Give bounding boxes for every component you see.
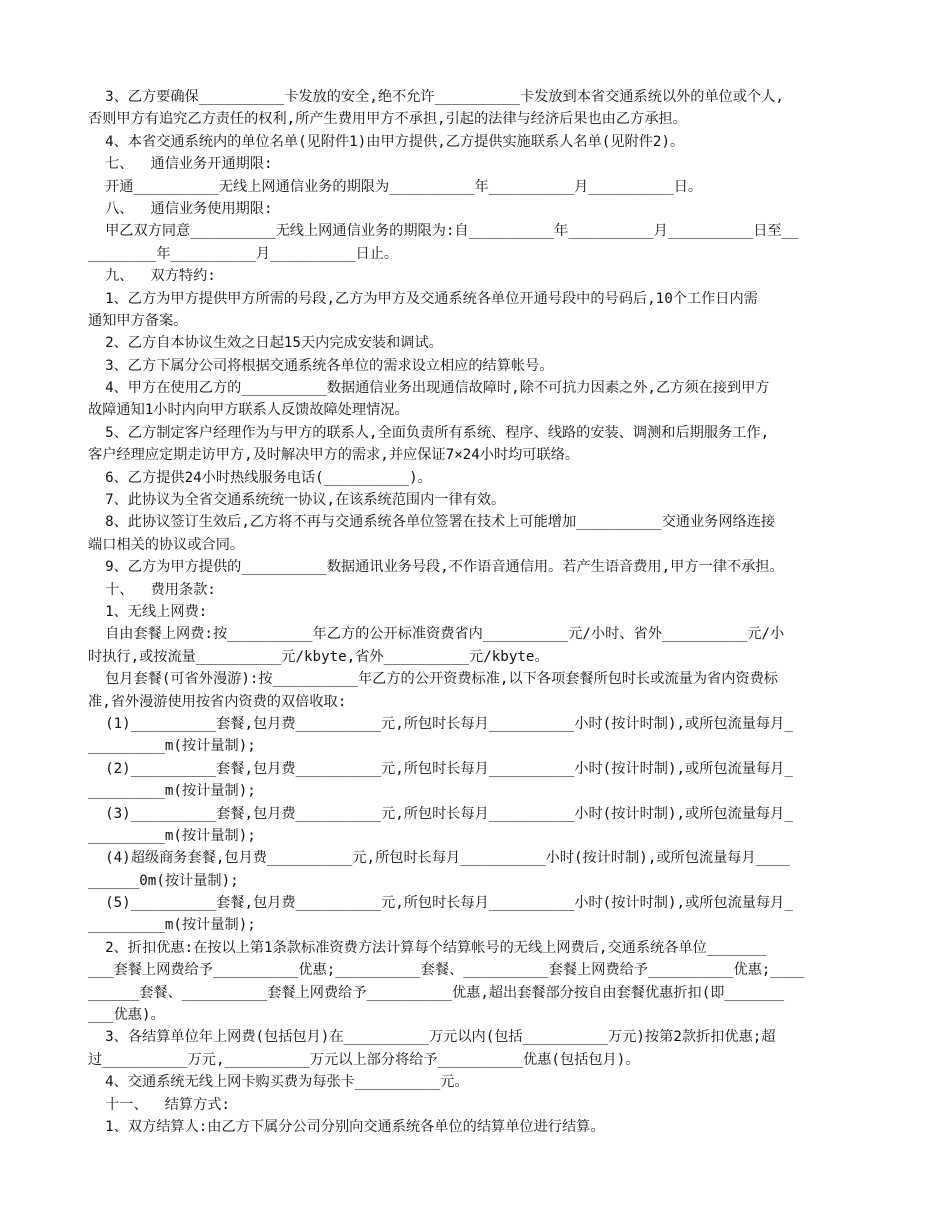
text-line: _________m(按计量制); [88, 827, 256, 844]
text-line: 3、各结算单位年上网费(包括包月)在__________万元以内(包括__________万元)按第2款折扣优惠;超 [88, 1029, 776, 1046]
document-body [88, 86, 862, 1138]
text-line: 2、乙方自本协议生效之日起15天内完成安装和调试。 [88, 335, 443, 352]
text-line: 2、折扣优惠:在按以上第1条款标准资费方法计算每个结算帐号的无线上网费后,交通系统各单位_______ [88, 939, 767, 956]
text-line: 包月套餐(可省外漫游):按__________年乙方的公开资费标准,以下各项套餐所包时长或流量为省内资费标 [88, 671, 778, 688]
section-heading: 七、 通信业务开通期限: [88, 156, 273, 173]
text-line: 1、乙方为甲方提供甲方所需的号段,乙方为甲方及交通系统各单位开通号段中的号码后,10个工作日内需 [88, 290, 758, 307]
text-line: _________m(按计量制); [88, 738, 256, 755]
text-line: 4、本省交通系统内的单位名单(见附件1)由甲方提供,乙方提供实施联系人名单(见附件2)。 [88, 133, 685, 150]
text-line: 故障通知1小时内向甲方联系人反馈故障处理情况。 [88, 402, 409, 419]
text-line: 4、甲方在使用乙方的__________数据通信业务出现通信故障时,除不可抗力因素之外,乙方须在接到甲方 [88, 380, 770, 397]
text-line: ________年__________月__________日止。 [88, 245, 399, 262]
text-line: (3)__________套餐,包月费__________元,所包时长每月__________小时(按计时制),或所包流量每月_ [88, 805, 793, 822]
text-line: ___套餐上网费给予__________优惠;__________套餐、__________套餐上网费给予__________优惠;____ [88, 962, 805, 979]
text-line: 过__________万元,__________万元以上部分将给予__________优惠(包括包月)。 [88, 1051, 640, 1068]
text-line: 7、此协议为全省交通系统统一协议,在该系统范围内一律有效。 [88, 492, 506, 509]
text-line: ______套餐、__________套餐上网费给予__________优惠,超出套餐部分按自由套餐优惠折扣(即_______ [88, 984, 785, 1001]
text-line: 3、乙方下属分公司将根据交通系统各单位的需求设立相应的结算帐号。 [88, 357, 554, 374]
section-heading: 八、 通信业务使用期限: [88, 200, 273, 217]
text-line: (4)超级商务套餐,包月费__________元,所包时长每月__________小时(按计时制),或所包流量每月____ [88, 850, 790, 867]
text-line: 时执行,或按流量__________元/kbyte,省外__________元/kbyte。 [88, 648, 549, 665]
text-line: 9、乙方为甲方提供的__________数据通讯业务号段,不作语音通信用。若产生语音费用,甲方一律不承担。 [88, 559, 784, 576]
text-line: 1、双方结算人:由乙方下属分公司分别向交通系统各单位的结算单位进行结算。 [88, 1118, 605, 1135]
text-line: 通知甲方备案。 [88, 312, 188, 329]
text-line: ___优惠)。 [88, 1007, 165, 1024]
text-line: 否则甲方有追究乙方责任的权利,所产生费用甲方不承担,引起的法律与经济后果也由乙方承担。 [88, 111, 687, 128]
text-line: (2)__________套餐,包月费__________元,所包时长每月__________小时(按计时制),或所包流量每月_ [88, 760, 793, 777]
section-heading: 十一、 结算方式: [88, 1096, 231, 1113]
text-line: _________m(按计量制); [88, 917, 256, 934]
text-line: 8、此协议签订生效后,乙方将不再与交通系统各单位签署在技术上可能增加__________交通业务网络连接 [88, 514, 776, 531]
text-line: 客户经理应定期走访甲方,及时解决甲方的需求,并应保证7×24小时均可联络。 [88, 447, 580, 464]
text-line: (1)__________套餐,包月费__________元,所包时长每月__________小时(按计时制),或所包流量每月_ [88, 715, 793, 732]
section-heading: 十、 费用条款: [88, 581, 216, 598]
section-heading: 九、 双方特约: [88, 268, 216, 285]
text-line: 4、交通系统无线上网卡购买费为每张卡__________元。 [88, 1074, 469, 1091]
text-line: ______0m(按计量制); [88, 872, 239, 889]
text-line: 自由套餐上网费:按__________年乙方的公开标准资费省内__________元/小时、省外__________元/小 [88, 626, 785, 643]
text-line: 准,省外漫游使用按省内资费的双倍收取: [88, 693, 347, 710]
text-line: 3、乙方要确保__________卡发放的安全,绝不允许__________卡发放到本省交通系统以外的单位或个人, [88, 89, 784, 105]
text-line: 甲乙双方同意__________无线上网通信业务的期限为:自__________年__________月__________日至__ [88, 223, 799, 240]
text-line: _________m(按计量制); [88, 783, 256, 800]
text-line: 开通__________无线上网通信业务的期限为__________年__________月__________日。 [88, 178, 703, 195]
text-line: 6、乙方提供24小时热线服务电话(__________)。 [88, 469, 432, 486]
text-line: 5、乙方制定客户经理作为与甲方的联系人,全面负责所有系统、程序、线路的安装、调测和后期服务工作, [88, 424, 770, 441]
text-line: 端口相关的协议或合同。 [88, 536, 245, 553]
text-line: 1、无线上网费: [88, 603, 208, 620]
text-line: (5)__________套餐,包月费__________元,所包时长每月__________小时(按计时制),或所包流量每月_ [88, 895, 793, 912]
